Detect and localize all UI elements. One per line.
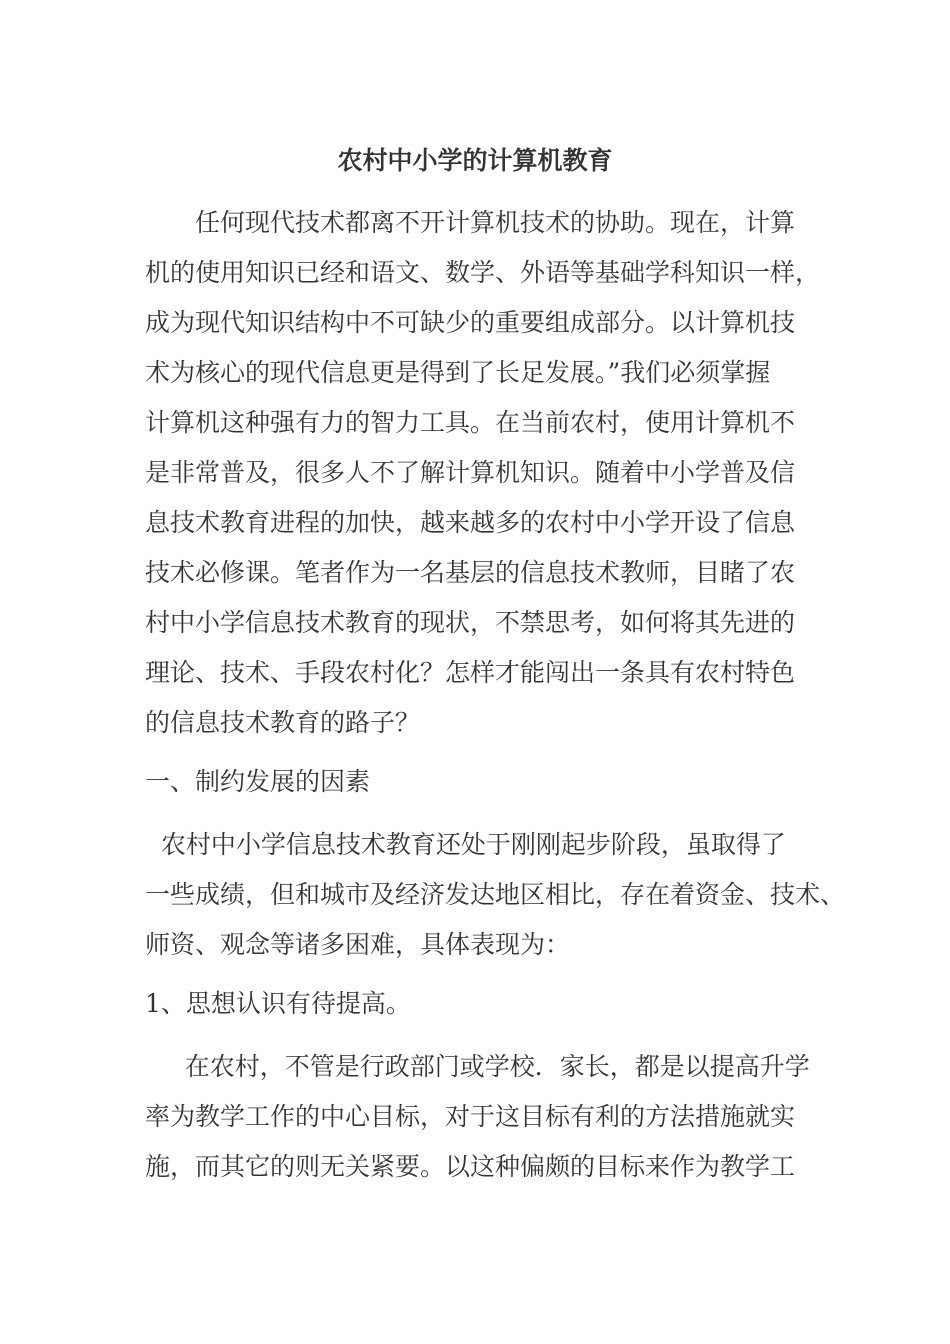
section-paragraph: [145, 820, 845, 970]
paragraph-line: 术为核心的现代信息更是得到了长足发展。”我们必须掌握: [145, 358, 771, 387]
paragraph-line: 村中小学信息技术教育的现状，不禁思考，如何将其先进的: [145, 608, 796, 637]
paragraph-line: 师资、观念等诸多困难，具体表现为：: [145, 930, 571, 959]
paragraph-line: 在农村，不管是行政部门或学校．家长，都是以提高升学: [145, 1052, 810, 1081]
document-title: 农村中小学的计算机教育: [337, 146, 613, 175]
paragraph-line: 农村中小学信息技术教育还处于刚刚起步阶段，虽取得了: [145, 830, 786, 859]
intro-paragraph: [145, 198, 845, 748]
paragraph-line: 计算机这种强有力的智力工具。在当前农村，使用计算机不: [145, 408, 796, 437]
paragraph-line: 施，而其它的则无关紧要。以这种偏颇的目标来作为教学工: [145, 1152, 796, 1181]
paragraph-line: 技术必修课。笔者作为一名基层的信息技术教师，目睹了农: [145, 558, 796, 587]
paragraph-line: 是非常普及，很多人不了解计算机知识。随着中小学普及信: [145, 458, 796, 487]
subheading-text: 1、思想认识有待提高。: [145, 989, 411, 1018]
subheading: [145, 982, 845, 1026]
subsection-paragraph: [145, 1042, 845, 1192]
paragraph-line: 一些成绩，但和城市及经济发达地区相比，存在着资金、技术、: [145, 880, 846, 909]
paragraph-line: 机的使用知识已经和语文、数学、外语等基础学科知识一样，: [145, 258, 821, 287]
section-heading: [145, 760, 845, 804]
section-heading-text: 一、制约发展的因素: [145, 767, 371, 796]
paragraph-line: 理论、技术、手段农村化？怎样才能闯出一条具有农村特色: [145, 658, 796, 687]
paragraph-line: 息技术教育进程的加快，越来越多的农村中小学开设了信息: [145, 508, 796, 537]
paragraph-line: 成为现代知识结构中不可缺少的重要组成部分。以计算机技: [145, 308, 796, 337]
paragraph-line: 任何现代技术都离不开计算机技术的协助。现在，计算: [145, 208, 796, 237]
paragraph-line: 率为教学工作的中心目标，对于这目标有利的方法措施就实: [145, 1102, 796, 1131]
paragraph-line: 的信息技术教育的路子？: [145, 708, 421, 737]
